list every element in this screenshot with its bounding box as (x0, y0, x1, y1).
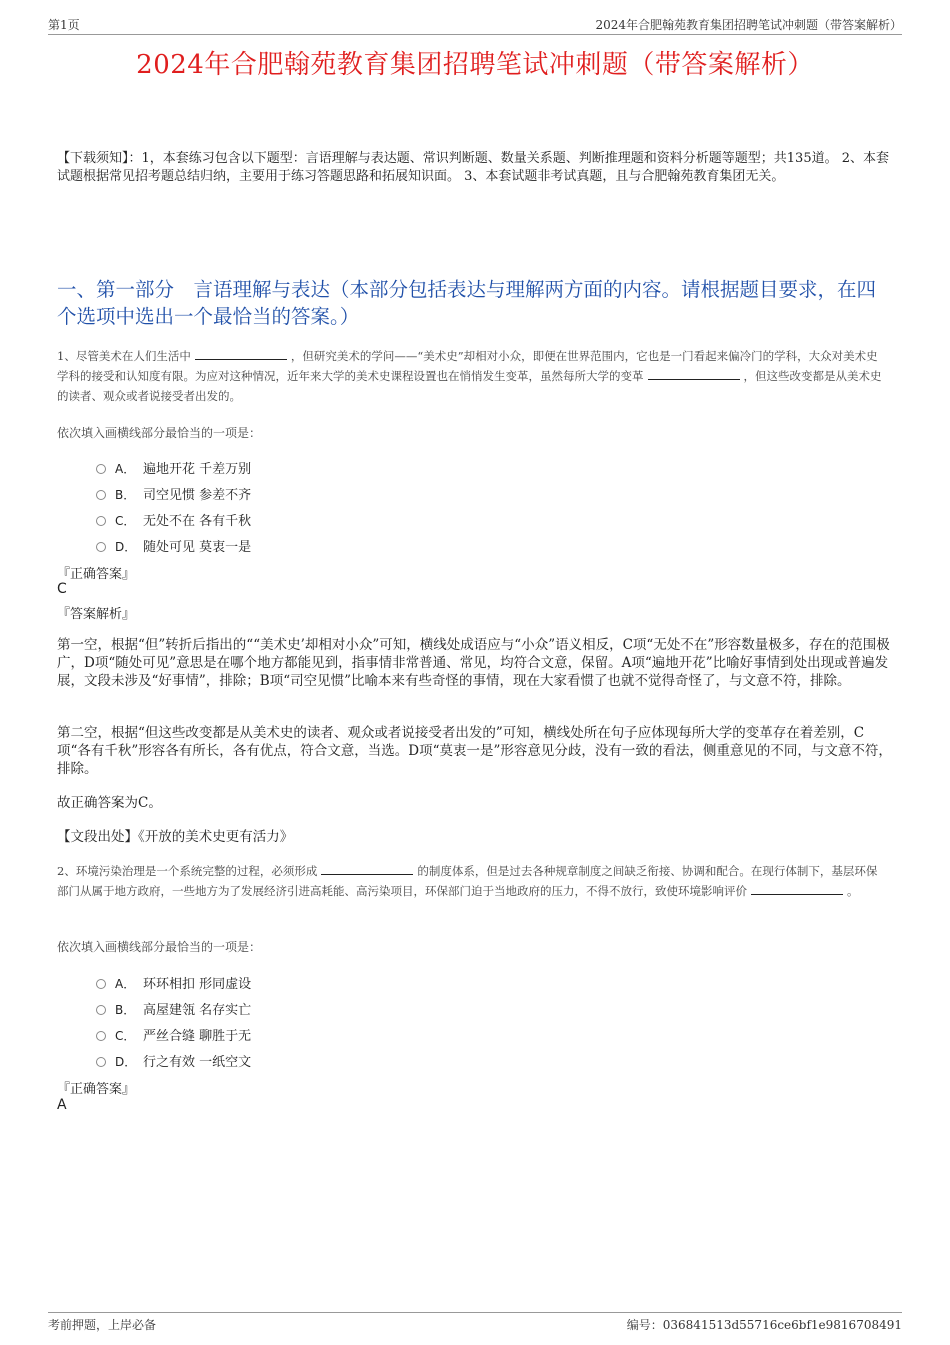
option-letter: B． (115, 488, 136, 502)
question-1-text-part: ，但这些改变都是从美术史的读者、观众或者说接受者出发的。 (57, 369, 882, 403)
correct-answer-label: 『正确答案』 (57, 567, 136, 582)
blank-line (648, 367, 740, 380)
question-1-prompt: 依次填入画横线部分最恰当的一项是： (57, 426, 262, 440)
radio-icon[interactable] (96, 1031, 106, 1041)
page-number: 第1页 (48, 18, 80, 32)
option-d[interactable] (96, 1051, 251, 1069)
option-a[interactable] (96, 458, 251, 476)
passage-source: 【文段出处】《开放的美术史更有活力》 (57, 829, 294, 845)
option-text: 高屋建瓴 名存实亡 (143, 1003, 252, 1018)
option-text: 随处可见 莫衷一是 (143, 540, 252, 555)
option-c[interactable] (96, 510, 251, 528)
option-letter: C． (115, 514, 136, 528)
radio-icon[interactable] (96, 542, 106, 552)
option-b[interactable] (96, 999, 251, 1017)
radio-icon[interactable] (96, 464, 106, 474)
option-text: 遍地开花 千差万别 (143, 462, 252, 477)
question-2-text-part: 2、环境污染治理是一个系统完整的过程，必须形成 (57, 864, 318, 878)
header-doc-title: 2024年合肥翰苑教育集团招聘笔试冲刺题（带答案解析） (595, 18, 902, 32)
page-header (48, 14, 902, 35)
radio-icon[interactable] (96, 1057, 106, 1067)
question-1-text-part: ，但研究美术的学问——“美术史”却相对小众，即便在世界范围内，它也是一门看起来偏冷门的学科，大众对美术史学科的接受和认知度有限。为应对这种情况，近年来大学的美术史课程设置也在悄悄发生变革，虽然每所大学的变革 (57, 349, 878, 383)
radio-icon[interactable] (96, 490, 106, 500)
question-2-prompt: 依次填入画横线部分最恰当的一项是： (57, 940, 262, 954)
option-text: 行之有效 一纸空文 (143, 1055, 252, 1070)
analysis-label: 『答案解析』 (57, 607, 136, 622)
footer-slogan: 考前押题，上岸必备 (48, 1318, 157, 1332)
option-letter: D． (115, 540, 137, 554)
document-title: 2024年合肥翰苑教育集团招聘笔试冲刺题（带答案解析） (136, 50, 814, 80)
option-c[interactable] (96, 1025, 251, 1043)
option-b[interactable] (96, 484, 251, 502)
radio-icon[interactable] (96, 516, 106, 526)
blank-line (751, 882, 843, 895)
option-text: 无处不在 各有千秋 (143, 514, 252, 529)
analysis-paragraph-1: 第一空，根据“但”转折后指出的““美术史’却相对小众”可知，横线处成语应与“小众”语义相反，C项“无处不在”形容数量极多，存在的范围极广，D项“随处可见”意思是在哪个地方都能见到，指事情非常普通、常见，均符合文意，保留。A项“遍地开花”比喻好事情到处出现或普遍发展，文段未涉及“好事情”，排除；B项“司空见惯”比喻本来有些奇怪的事情，现在大家看惯了也就不觉得奇怪了，与文意不符，排除。 (57, 637, 890, 689)
option-letter: A． (115, 977, 136, 991)
radio-icon[interactable] (96, 979, 106, 989)
blank-line (321, 862, 413, 875)
question-1-text-part: 1、尽管美术在人们生活中 (57, 349, 191, 363)
question-2-text-part: 的制度体系，但是过去各种规章制度之间缺乏衔接、协调和配合。在现行体制下，基层环保部门从属于地方政府，一些地方为了发展经济引进高耗能、高污染项目，环保部门迫于当地政府的压力，不得不放行，致使环境影响评价 (57, 864, 878, 898)
option-text: 环环相扣 形同虚设 (143, 977, 252, 992)
option-letter: A． (115, 462, 136, 476)
option-letter: D． (115, 1055, 137, 1069)
page-footer (48, 1312, 902, 1333)
option-letter: B． (115, 1003, 136, 1017)
correct-answer: A (57, 1097, 67, 1113)
correct-answer: C (57, 581, 67, 597)
footer-serial: 编号：036841513d55716ce6bf1e9816708491 (626, 1318, 902, 1332)
question-2-text (57, 861, 887, 901)
analysis-conclusion: 故正确答案为C。 (57, 795, 162, 811)
option-text: 司空见惯 参差不齐 (143, 488, 252, 503)
blank-line (195, 347, 287, 360)
section-heading: 一、第一部分 言语理解与表达（本部分包括表达与理解两方面的内容。请根据题目要求，在四个选项中选出一个最恰当的答案。） (57, 278, 877, 328)
option-text: 严丝合缝 聊胜于无 (143, 1029, 252, 1044)
question-1-text (57, 346, 887, 406)
option-letter: C． (115, 1029, 136, 1043)
option-a[interactable] (96, 973, 251, 991)
download-notice: 【下载须知】：1，本套练习包含以下题型：言语理解与表达题、常识判断题、数量关系题、判断推理题和资料分析题等题型；共135道。 2、本套试题根据常见招考题总结归纳，主要用于练习答题思路和拓展知识面。 3、本套试题非考试真题，且与合肥翰苑教育集团无关。 (57, 151, 889, 184)
analysis-paragraph-2: 第二空，根据“但这些改变都是从美术史的读者、观众或者说接受者出发的”可知，横线处所在句子应体现每所大学的变革存在着差别，C项“各有千秋”形容各有所长，各有优点，符合文意，当选。D项“莫衷一是”形容意见分歧，没有一致的看法，侧重意见的不同，与文意不符，排除。 (57, 725, 892, 777)
radio-icon[interactable] (96, 1005, 106, 1015)
correct-answer-label: 『正确答案』 (57, 1082, 136, 1097)
question-2-text-part: 。 (847, 884, 859, 898)
option-d[interactable] (96, 536, 251, 554)
